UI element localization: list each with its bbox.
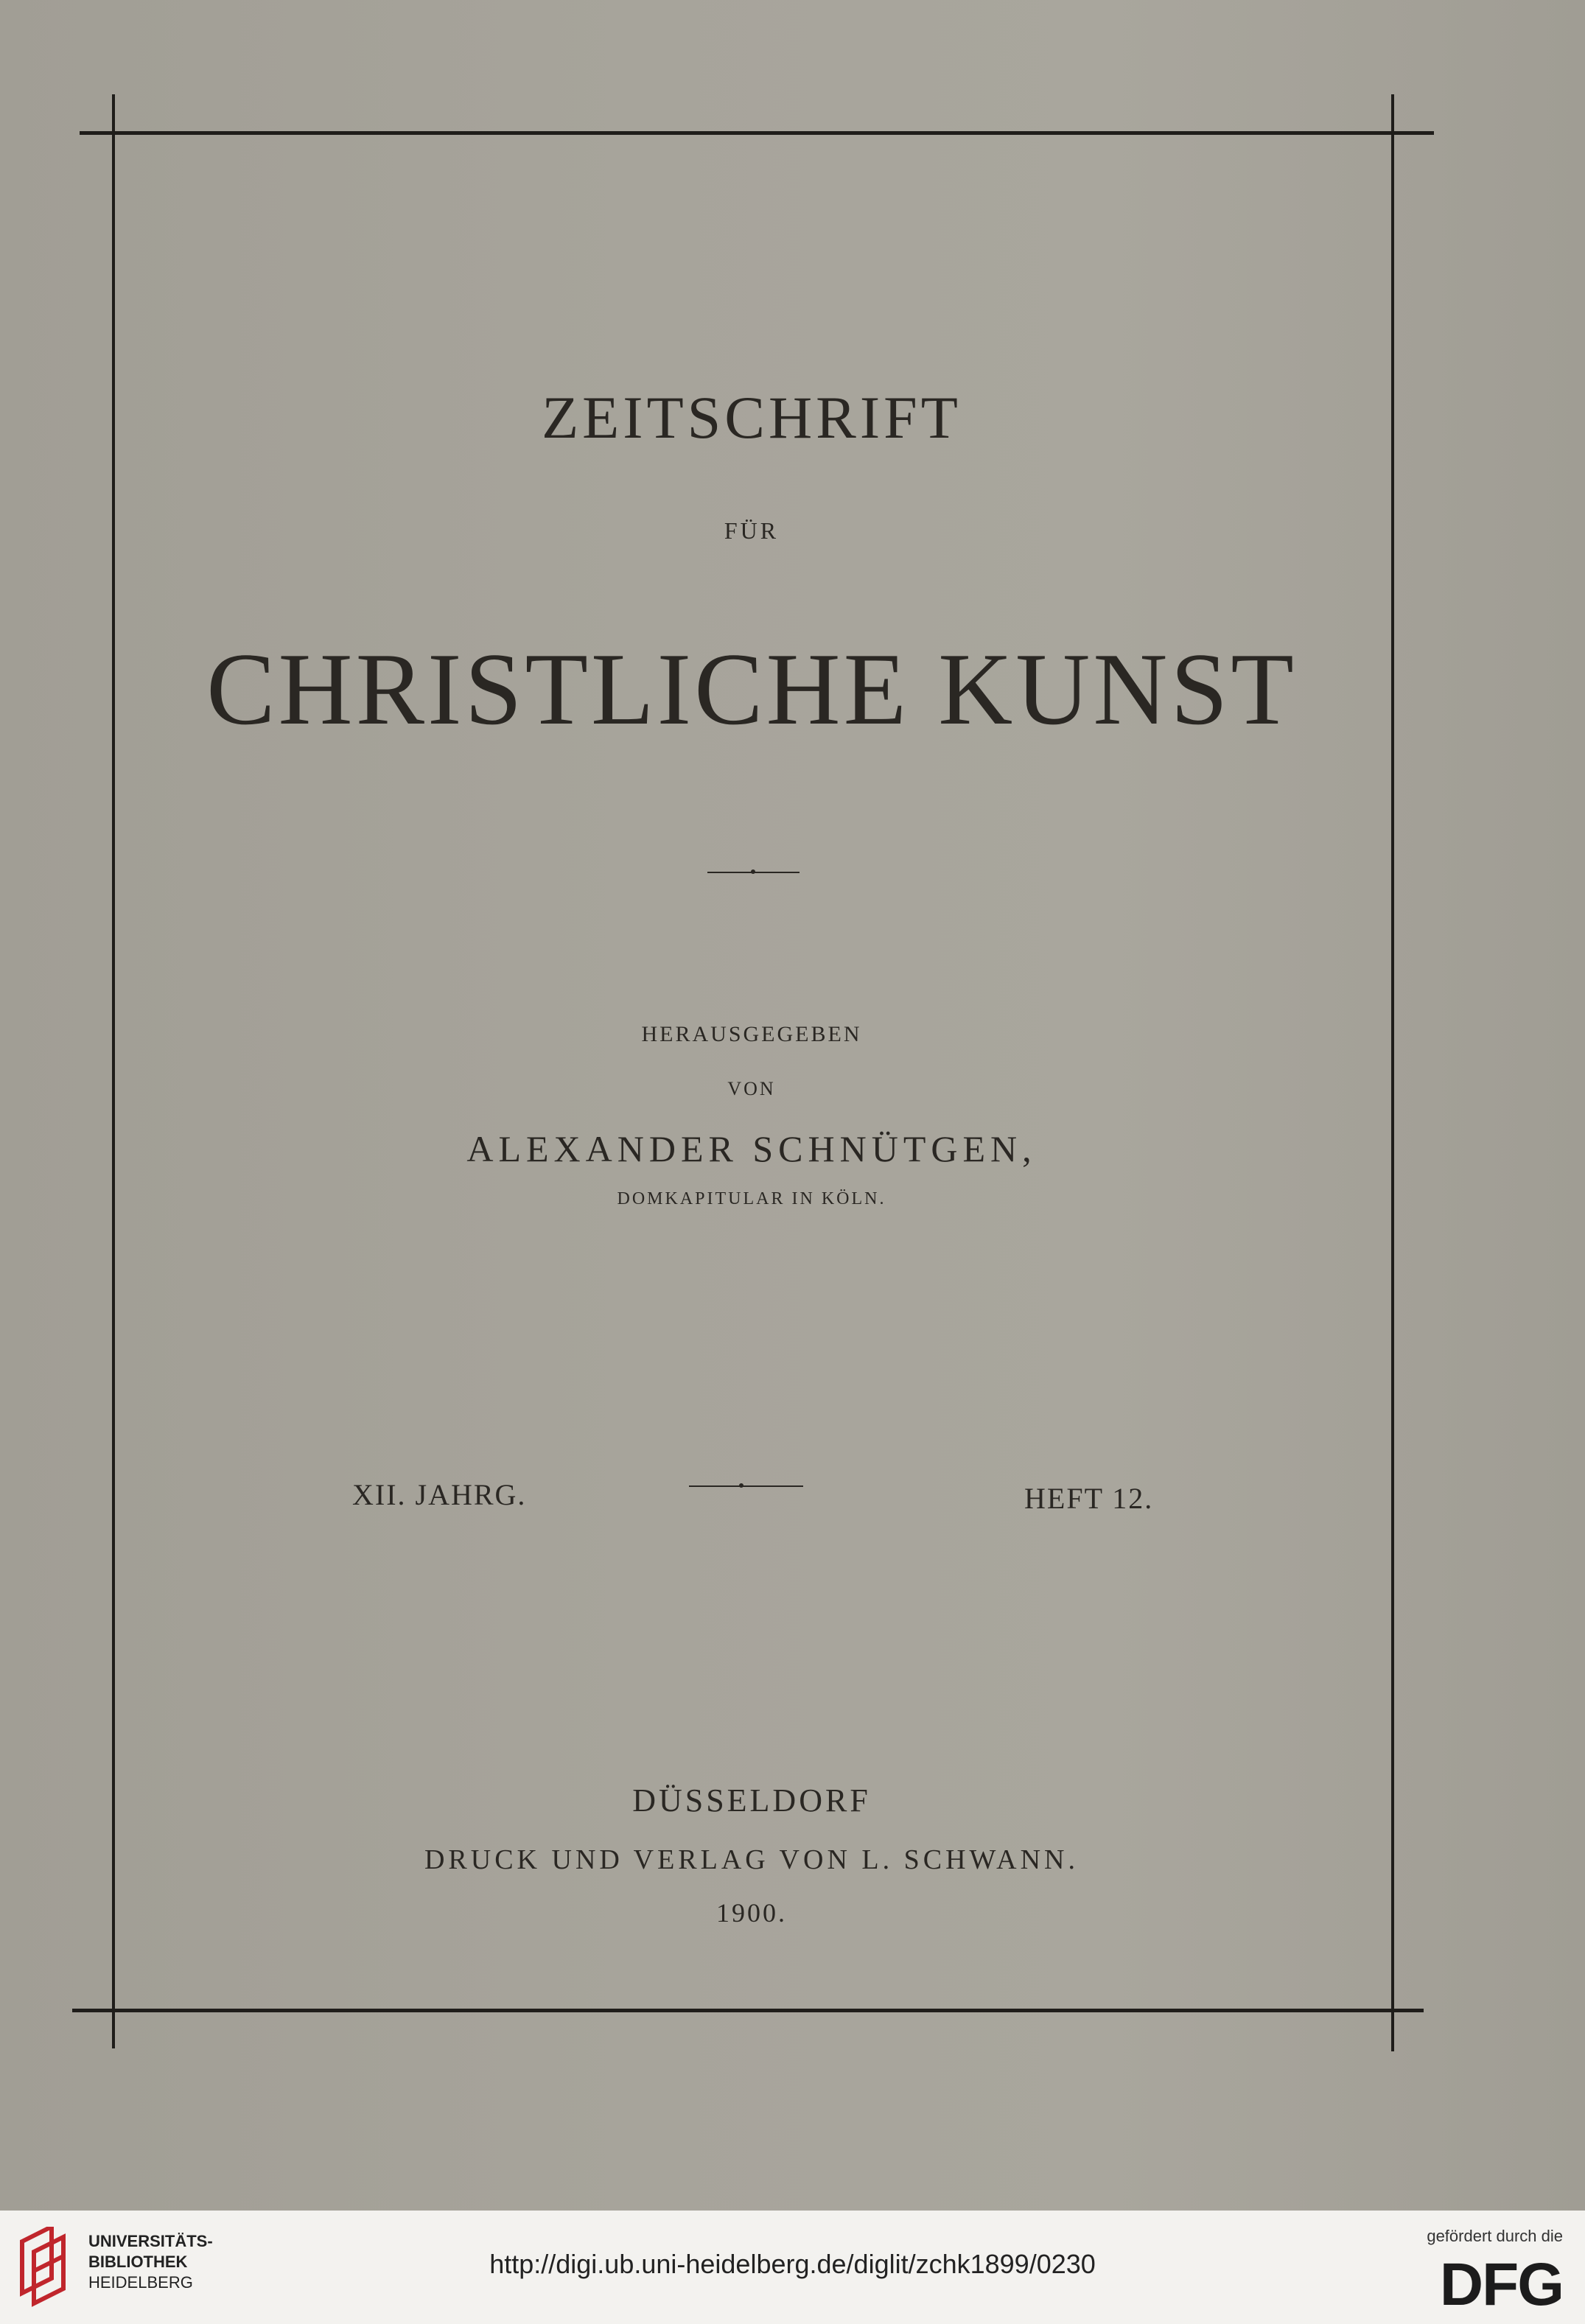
editor-intro: HERAUSGEGEBEN xyxy=(641,1022,862,1046)
volume-label: XII. JAHRG. xyxy=(352,1478,527,1511)
editor-von: VON xyxy=(727,1078,776,1099)
title-christliche-kunst: CHRISTLICHE KUNST xyxy=(206,632,1297,746)
ornament-rule xyxy=(689,1485,803,1487)
library-name-line: UNIVERSITÄTS- xyxy=(88,2232,213,2250)
ornament-dot xyxy=(751,869,755,874)
issue-label: HEFT 12. xyxy=(1024,1482,1154,1515)
editor-role: DOMKAPITULAR IN KÖLN. xyxy=(617,1189,886,1208)
ornament-dot xyxy=(739,1483,743,1488)
frame-bottom-rule xyxy=(72,2009,1424,2012)
publication-year: 1900. xyxy=(716,1898,787,1928)
dfg-logo: DFG xyxy=(1439,2251,1563,2318)
funding-text: gefördert durch die xyxy=(1427,2227,1563,2245)
frame-top-rule xyxy=(80,131,1434,135)
library-name-line: HEIDELBERG xyxy=(88,2273,193,2292)
publication-place: DÜSSELDORF xyxy=(632,1782,871,1819)
editor-name: ALEXANDER SCHNÜTGEN, xyxy=(466,1128,1037,1169)
permalink-url[interactable]: http://digi.ub.uni-heidelberg.de/diglit/zchk1899/0230 xyxy=(489,2249,1096,2279)
library-name-line: BIBLIOTHEK xyxy=(88,2253,188,2271)
publisher-line: DRUCK UND VERLAG VON L. SCHWANN. xyxy=(424,1844,1079,1875)
digitization-footer xyxy=(0,2211,1585,2324)
title-fur: FÜR xyxy=(724,517,780,544)
title-zeitschrift: ZEITSCHRIFT xyxy=(542,384,962,451)
